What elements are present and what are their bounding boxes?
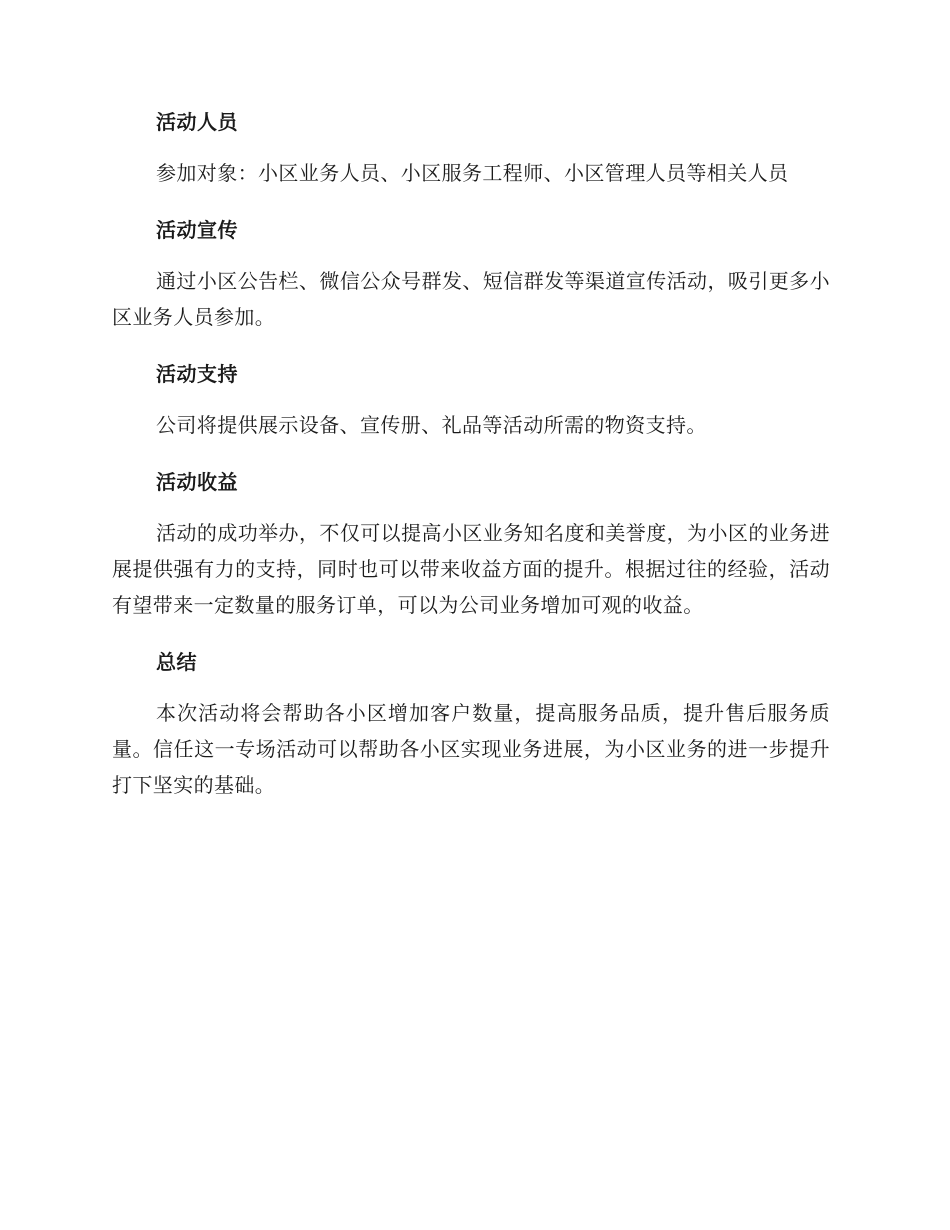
section-paragraph: 活动的成功举办，不仅可以提高小区业务知名度和美誉度，为小区的业务进展提供强有力的支持，同时也可以带来收益方面的提升。根据过往的经验，活动有望带来一定数量的服务订单，可以为公司业务增加可观的收益。 — [112, 521, 830, 617]
section-promotion — [112, 211, 830, 335]
section-heading: 活动支持 — [156, 362, 238, 386]
section-heading: 活动宣传 — [156, 218, 238, 242]
section-support — [112, 355, 830, 443]
section-paragraph: 公司将提供展示设备、宣传册、礼品等活动所需的物资支持。 — [156, 413, 707, 437]
section-heading: 活动人员 — [156, 110, 238, 134]
section-heading: 活动收益 — [156, 470, 238, 494]
section-benefits — [112, 463, 830, 623]
section-personnel — [112, 103, 830, 191]
section-paragraph: 通过小区公告栏、微信公众号群发、短信群发等渠道宣传活动，吸引更多小区业务人员参加。 — [112, 269, 830, 329]
section-summary — [112, 643, 830, 803]
section-paragraph: 本次活动将会帮助各小区增加客户数量，提高服务品质，提升售后服务质量。信任这一专场活动可以帮助各小区实现业务进展，为小区业务的进一步提升打下坚实的基础。 — [112, 701, 830, 797]
document-body — [112, 103, 830, 823]
section-heading: 总结 — [156, 650, 197, 674]
section-paragraph: 参加对象：小区业务人员、小区服务工程师、小区管理人员等相关人员 — [156, 161, 789, 185]
